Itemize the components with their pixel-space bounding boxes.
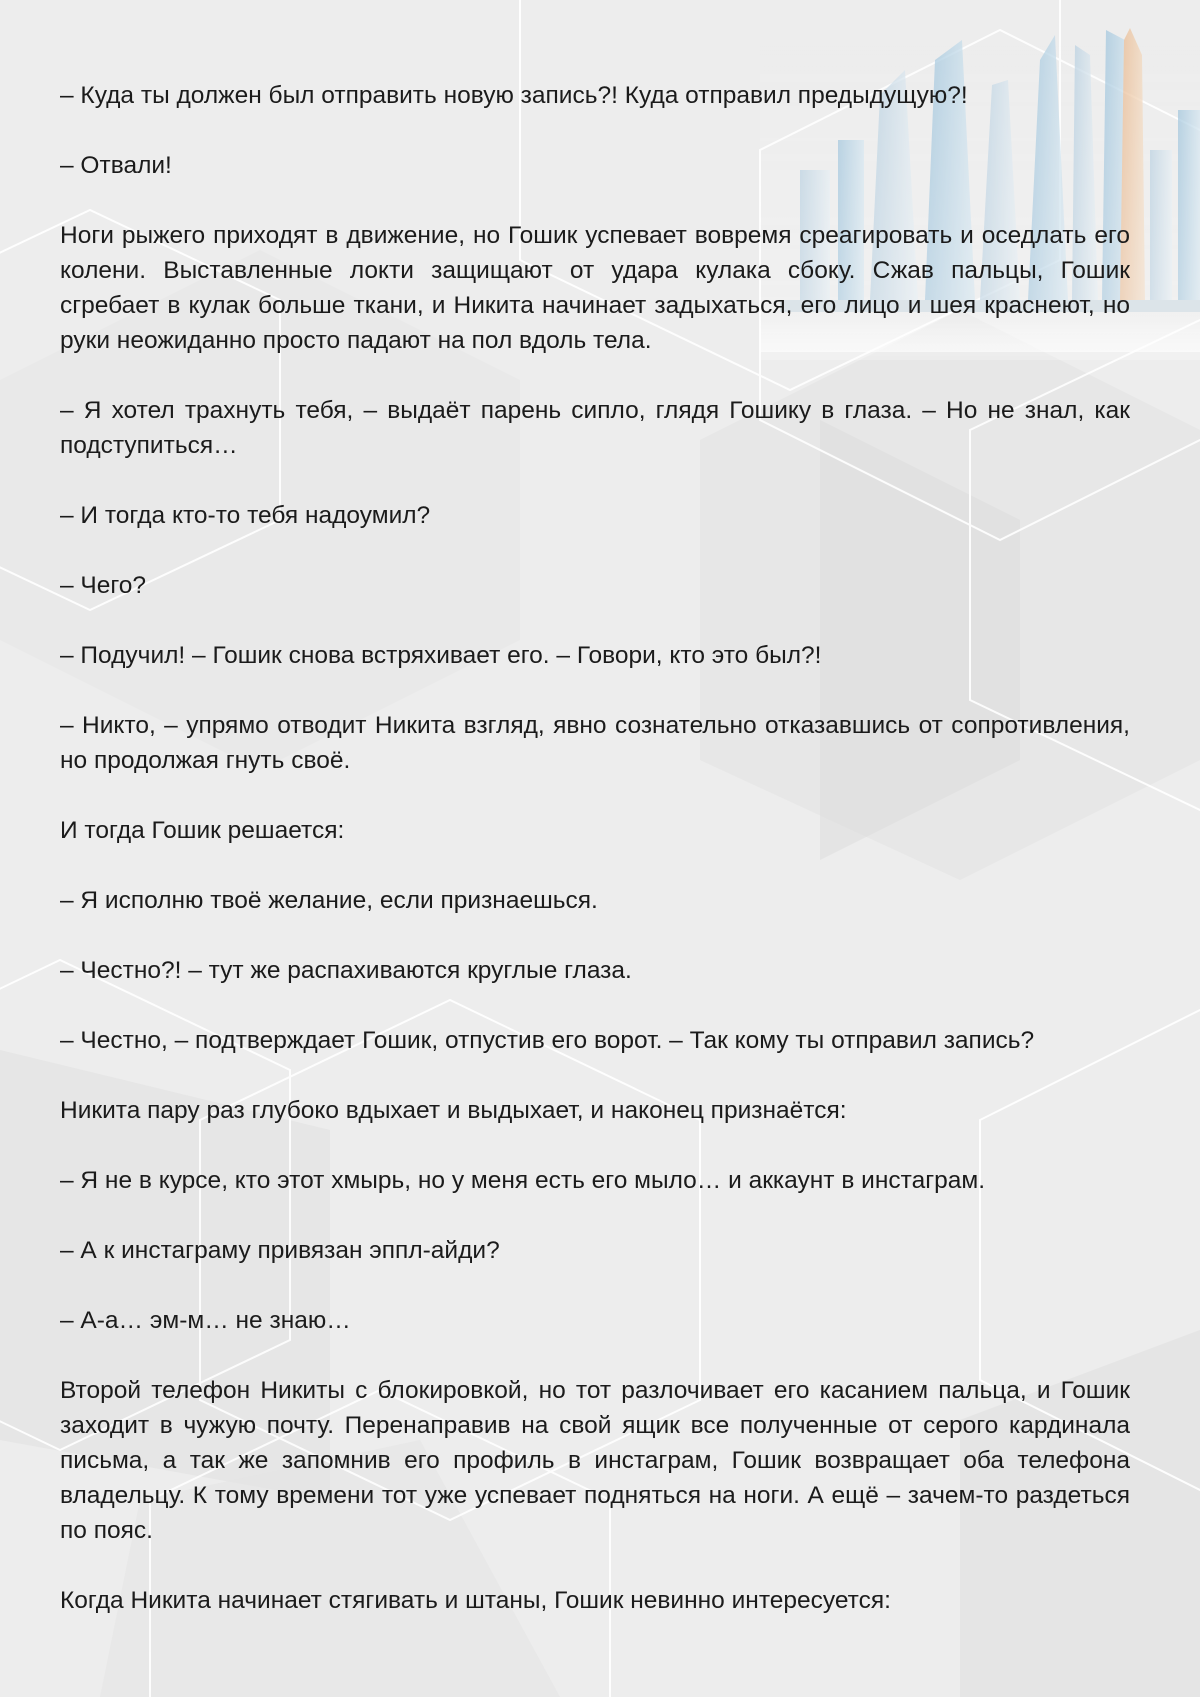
paragraph: – Никто, – упрямо отводит Никита взгляд, явно сознательно отказавшись от сопротивления, но продолжая гнуть своё. — [60, 712, 1130, 774]
paragraph: – И тогда кто-то тебя надоумил? — [60, 502, 431, 529]
paragraph: Когда Никита начинает стягивать и штаны, Гошик невинно интересуется: — [60, 1587, 891, 1614]
paragraph: – Честно, – подтверждает Гошик, отпустив его ворот. – Так кому ты отправил запись? — [60, 1027, 1035, 1054]
paragraph: И тогда Гошик решается: — [60, 817, 345, 844]
paragraph: Ноги рыжего приходят в движение, но Гошик успевает вовремя среагировать и оседлать его колени. Выставленные локти защищают от удара кулака сбоку. Сжав пальцы, Гошик сгребает в кулак больше ткани, и Никита начинает задыхаться, его лицо и шея краснеют, но руки неожиданно просто падают на пол вдоль тела. — [60, 222, 1130, 354]
story-text — [60, 78, 1130, 1618]
paragraph: Никита пару раз глубоко вдыхает и выдыхает, и наконец признаётся: — [60, 1097, 847, 1124]
paragraph: – Я исполню твоё желание, если признаешься. — [60, 887, 598, 914]
paragraph: Второй телефон Никиты с блокировкой, но тот разлочивает его касанием пальца, и Гошик заходит в чужую почту. Перенаправив на свой ящик все полученные от серого кардинала письма, а так же запомнив его профиль в инстаграм, Гошик возвращает оба телефона владельцу. К тому времени тот уже успевает подняться на ноги. А ещё – зачем-то раздеться по пояс. — [60, 1377, 1130, 1544]
paragraph: – Я хотел трахнуть тебя, – выдаёт парень сипло, глядя Гошику в глаза. – Но не знал, как подступиться… — [60, 397, 1130, 459]
paragraph: – А к инстаграму привязан эппл-айди? — [60, 1237, 500, 1264]
paragraph: – Куда ты должен был отправить новую запись?! Куда отправил предыдущую?! — [60, 82, 968, 109]
paragraph: – Честно?! – тут же распахиваются круглые глаза. — [60, 957, 632, 984]
paragraph: – Чего? — [60, 572, 147, 599]
paragraph: – А-а… эм-м… не знаю… — [60, 1307, 351, 1334]
paragraph: – Отвали! — [60, 152, 172, 179]
paragraph: – Подучил! – Гошик снова встряхивает его. – Говори, кто это был?! — [60, 642, 822, 669]
paragraph: – Я не в курсе, кто этот хмырь, но у меня есть его мыло… и аккаунт в инстаграм. — [60, 1167, 986, 1194]
